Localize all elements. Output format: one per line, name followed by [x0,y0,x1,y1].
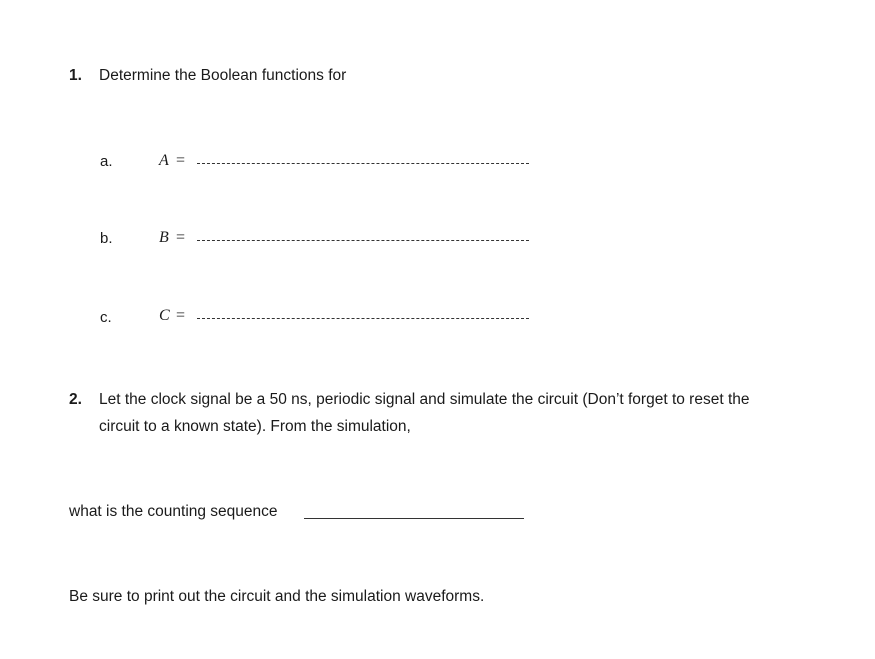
answer-blank-c[interactable] [197,318,529,319]
equals-sign-a: = [176,152,186,169]
answer-blank-b[interactable] [197,240,529,241]
question-1-number: 1. [69,67,82,84]
variable-b: B [159,229,169,246]
question-2-line-2: circuit to a known state). From the simulation, [99,418,411,435]
question-1-text: Determine the Boolean functions for [99,67,347,84]
item-a-label: a. [100,153,113,170]
item-b-label: b. [100,230,113,247]
equals-sign-c: = [176,307,186,324]
question-2-line-1: Let the clock signal be a 50 ns, periodic signal and simulate the circuit (Don’t forget to reset the [99,391,750,408]
item-c-label: c. [100,309,112,326]
counting-sequence-blank[interactable] [304,518,524,519]
equals-sign-b: = [176,229,186,246]
variable-a: A [159,152,169,169]
answer-blank-a[interactable] [197,163,529,164]
counting-sequence-prompt: what is the counting sequence [69,503,278,520]
question-2-number: 2. [69,391,82,408]
variable-c: C [159,307,170,324]
print-instruction: Be sure to print out the circuit and the simulation waveforms. [69,588,485,605]
